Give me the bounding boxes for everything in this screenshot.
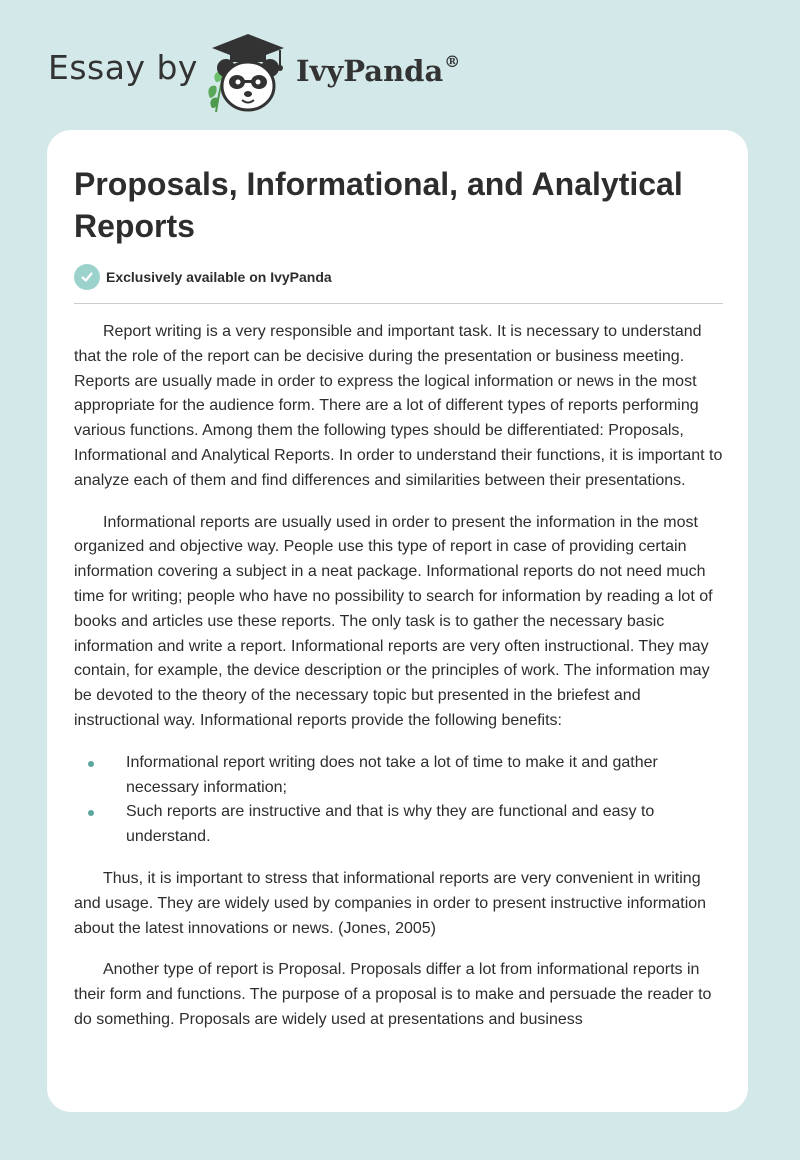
paragraph: Thus, it is important to stress that informational reports are very convenient in writing and usage. They are widely used by companies in order to present instructive information about the latest innovations or news. (Jones, 2005) [74, 869, 707, 937]
site-header [0, 0, 800, 130]
paragraph: Another type of report is Proposal. Proposals differ a lot from informational reports in their form and functions. The purpose of a proposal is to make and persuade the reader to do something. Proposals are widely used at presentations and business [74, 961, 712, 1028]
essay-card [47, 130, 748, 1112]
brand-name[interactable] [296, 52, 460, 88]
list-item: Informational report writing does not take a lot of time to make it and gather necessary information; [74, 751, 726, 801]
essay-body [74, 320, 726, 1050]
brand-text: IvyPanda [296, 54, 444, 88]
panda-logo-icon[interactable] [200, 30, 296, 114]
exclusive-label: Exclusively available on IvyPanda [106, 269, 332, 285]
registered-mark: ® [444, 52, 461, 71]
paragraph: Informational reports are usually used in order to present the information in the most organized and objective way. People use this type of report in case of providing certain information covering a subject in a neat package. Informational reports do not need much time for writing; people who have no possibility to search for information by reading a lot of books and articles use these reports. The only task is to gather the necessary basic information and write a report. Informational reports are very often instructional. They may contain, for example, the device description or the principles of work. The information may be devoted to the theory of the necessary topic but presented in the briefest and instructional way. Informational reports provide the following benefits: [74, 513, 713, 729]
essay-by-label: Essay by [48, 48, 198, 87]
list-item: Such reports are instructive and that is why they are functional and easy to understand. [74, 800, 726, 850]
divider [74, 303, 723, 304]
check-icon [74, 264, 100, 290]
page-title: Proposals, Informational, and Analytical Reports [74, 166, 683, 244]
paragraph: Report writing is a very responsible and important task. It is necessary to understand that the role of the report can be decisive during the presentation or business meeting. Reports are usually made in order to express the logical information or news in the most appropriate for the audience form. There are a lot of different types of reports performing various functions. Among them the following types should be differentiated: Proposals, Informational and Analytical Reports. In order to understand their functions, it is important to analyze each of them and find differences and similarities between their presentations. [74, 323, 723, 489]
exclusive-badge [74, 264, 332, 290]
benefits-list [74, 751, 726, 850]
